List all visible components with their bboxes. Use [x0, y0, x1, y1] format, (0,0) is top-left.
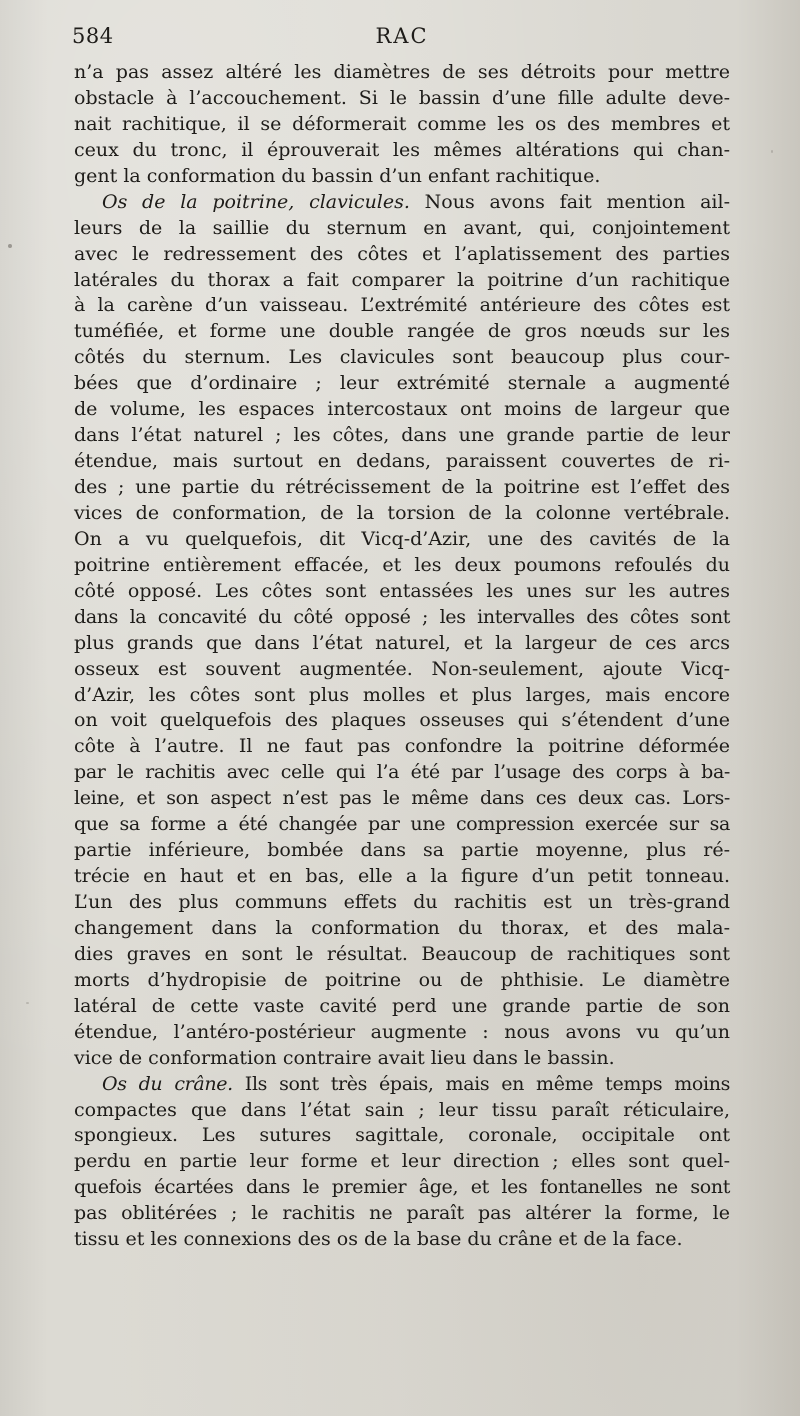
text-line	[74, 216, 730, 242]
line-text: Nous avons fait mention ail-	[409, 190, 730, 213]
text-line	[74, 1227, 730, 1253]
line-text: compactes que dans l’état sain ; leur tissu paraît réticulaire,	[74, 1098, 730, 1121]
text-line	[74, 1046, 730, 1072]
line-text: tissu et les connexions des os de la base du crâne et de la face.	[74, 1228, 683, 1251]
line-text: gent la conformation du bassin d’un enfant rachitique.	[74, 164, 601, 187]
paper-speck	[26, 1002, 29, 1004]
text-line	[74, 968, 730, 994]
text-line	[74, 501, 730, 527]
line-text: leine, et son aspect n’est pas le même dans ces deux cas. Lors-	[74, 787, 730, 810]
text-line	[74, 760, 730, 786]
line-text: ceux du tronc, il éprouverait les mêmes altérations qui chan-	[74, 138, 730, 161]
text-line	[74, 890, 730, 916]
line-text: leurs de la saillie du sternum en avant, qui, conjointement	[74, 216, 730, 239]
page-header	[72, 24, 732, 54]
line-text: à la carène d’un vaisseau. L’extrémité antérieure des côtes est	[74, 294, 730, 317]
text-line	[74, 397, 730, 423]
text-line	[74, 371, 730, 397]
text-line	[74, 319, 730, 345]
line-text: quefois écartées dans le premier âge, et les fontanelles ne sont	[74, 1176, 730, 1199]
text-line	[74, 1020, 730, 1046]
text-line	[74, 786, 730, 812]
text-line	[74, 864, 730, 890]
section-heading: Os du crâne.	[102, 1072, 233, 1095]
line-text: Ils sont très épais, mais en même temps moins	[232, 1072, 730, 1095]
text-line	[74, 527, 730, 553]
line-text: morts d’hydropisie de poitrine ou de phthisie. Le diamètre	[74, 968, 730, 991]
line-text: vices de conformation, de la torsion de la colonne vertébrale.	[74, 501, 730, 524]
text-line	[74, 1149, 730, 1175]
line-text: côtés du sternum. Les clavicules sont beaucoup plus cour-	[74, 346, 730, 369]
line-text: avec le redressement des côtes et l’aplatissement des parties	[74, 242, 730, 265]
line-text: côte à l’autre. Il ne faut pas confondre la poitrine déformée	[74, 735, 730, 758]
text-line	[74, 1098, 730, 1124]
line-text: dies graves en sont le résultat. Beaucoup de rachitiques sont	[74, 942, 730, 965]
text-line	[74, 942, 730, 968]
body-text	[74, 60, 730, 1253]
line-text: dans l’état naturel ; les côtes, dans une grande partie de leur	[74, 424, 730, 447]
text-line	[74, 579, 730, 605]
line-text: plus grands que dans l’état naturel, et la largeur de ces arcs	[74, 631, 730, 654]
text-line	[74, 994, 730, 1020]
line-text: n’a pas assez altéré les diamètres de ses détroits pour mettre	[74, 61, 730, 83]
line-text: bées que d’ordinaire ; leur extrémité sternale a augmenté	[74, 372, 730, 395]
line-text: de volume, les espaces intercostaux ont moins de largeur que	[74, 398, 730, 421]
text-line	[74, 1175, 730, 1201]
text-line	[74, 345, 730, 371]
text-line	[74, 475, 730, 501]
text-line	[74, 86, 730, 112]
line-text: perdu en partie leur forme et leur direction ; elles sont quel-	[74, 1150, 730, 1173]
text-line	[74, 1201, 730, 1227]
paper-speck	[8, 244, 12, 248]
line-text: pas oblitérées ; le rachitis ne paraît pas altérer la forme, le	[74, 1202, 730, 1225]
line-text: changement dans la conformation du thorax, et des mala-	[74, 916, 730, 939]
text-line	[74, 293, 730, 319]
text-line	[74, 734, 730, 760]
line-text: L’un des plus communs effets du rachitis est un très-grand	[74, 891, 730, 913]
text-line	[74, 657, 730, 683]
line-text: obstacle à l’accouchement. Si le bassin d’une fille adulte deve-	[74, 86, 730, 109]
text-line	[74, 449, 730, 475]
running-head: RAC	[375, 24, 429, 48]
text-line	[74, 242, 730, 268]
text-line	[74, 631, 730, 657]
line-text: dans la concavité du côté opposé ; les intervalles des côtes sont	[74, 605, 730, 628]
line-text: d’Azir, les côtes sont plus molles et plus larges, mais encore	[74, 683, 730, 706]
line-text: étendue, l’antéro-postérieur augmente : nous avons vu qu’un	[74, 1020, 730, 1043]
line-text: des ; une partie du rétrécissement de la poitrine est l’effet des	[74, 476, 730, 498]
line-text: on voit quelquefois des plaques osseuses qui s’étendent d’une	[74, 709, 730, 732]
text-line	[74, 164, 730, 190]
text-line	[74, 916, 730, 942]
line-text: vice de conformation contraire avait lieu dans le bassin.	[74, 1046, 615, 1069]
text-line	[74, 1072, 730, 1098]
text-line	[74, 112, 730, 138]
text-line	[74, 683, 730, 709]
line-text: latérales du thorax a fait comparer la poitrine d’un rachitique	[74, 268, 730, 291]
line-text: nait rachitique, il se déformerait comme les os des membres et	[74, 112, 730, 135]
page-number: 584	[72, 24, 114, 48]
text-line	[74, 605, 730, 631]
line-text: poitrine entièrement effacée, et les deux poumons refoulés du	[74, 553, 730, 576]
text-line	[74, 553, 730, 579]
text-line	[74, 812, 730, 838]
text-line	[74, 423, 730, 449]
text-line	[74, 1123, 730, 1149]
text-line	[74, 838, 730, 864]
text-line	[74, 60, 730, 86]
line-text: par le rachitis avec celle qui l’a été par l’usage des corps à ba-	[74, 761, 730, 784]
line-text: étendue, mais surtout en dedans, paraissent couvertes de ri-	[74, 450, 730, 473]
line-text: osseux est souvent augmentée. Non-seulement, ajoute Vicq-	[74, 657, 730, 680]
line-text: que sa forme a été changée par une compression exercée sur sa	[74, 813, 730, 836]
text-line	[74, 268, 730, 294]
paper-speck	[771, 150, 773, 153]
line-text: latéral de cette vaste cavité perd une grande partie de son	[74, 994, 730, 1017]
line-text: côté opposé. Les côtes sont entassées les unes sur les autres	[74, 579, 730, 602]
line-text: On a vu quelquefois, dit Vicq-d’Azir, une des cavités de la	[74, 527, 730, 550]
section-heading: Os de la poitrine, clavicules.	[102, 190, 410, 213]
line-text: trécie en haut et en bas, elle a la figure d’un petit tonneau.	[74, 865, 730, 888]
text-line	[74, 138, 730, 164]
text-line	[74, 708, 730, 734]
line-text: tuméfiée, et forme une double rangée de gros nœuds sur les	[74, 320, 730, 343]
line-text: spongieux. Les sutures sagittale, coronale, occipitale ont	[74, 1124, 730, 1147]
text-line	[74, 190, 730, 216]
line-text: partie inférieure, bombée dans sa partie moyenne, plus ré-	[74, 839, 730, 862]
